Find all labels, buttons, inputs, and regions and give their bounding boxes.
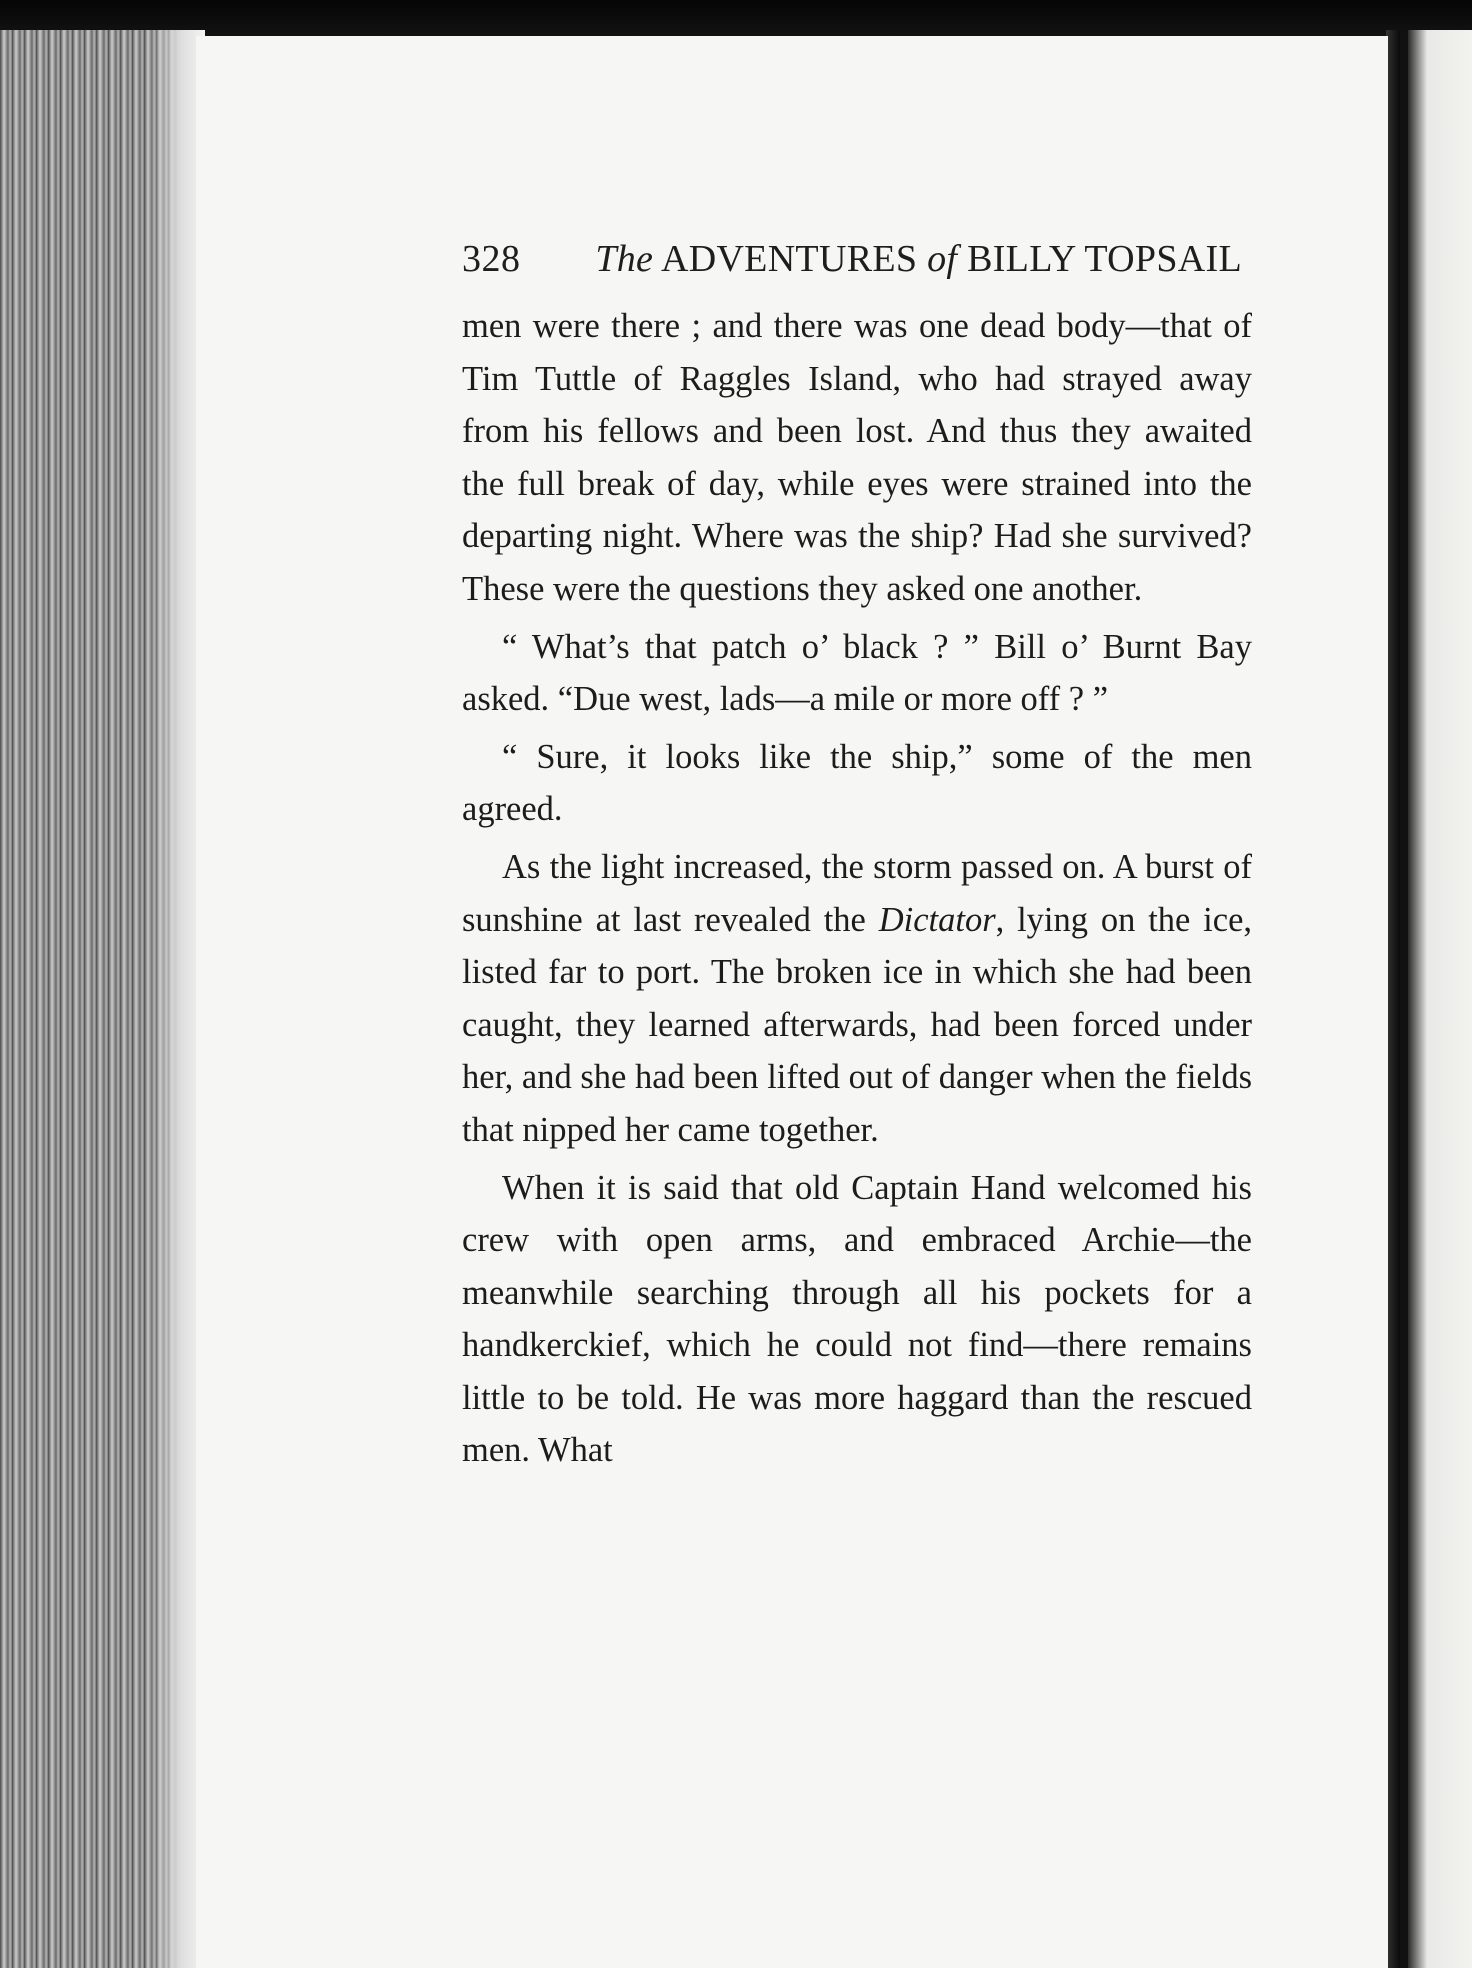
title-name: BILLY TOPSAIL bbox=[967, 238, 1242, 280]
paragraph-4 bbox=[462, 841, 1252, 1157]
paragraph-4-after: , lying on the ice, listed far to port. The broken ice in which she had been caught, they learned afterwards, had been forced under her, and she had been lifted out of danger when the fields that nipped her came together. bbox=[462, 900, 1253, 1149]
running-title bbox=[595, 230, 1242, 288]
title-adventures: ADVENTURES bbox=[660, 238, 918, 280]
facing-page-paper bbox=[1408, 30, 1472, 1968]
paragraph-5: When it is said that old Captain Hand welcomed his crew with open arms, and embraced Archie—the meanwhile searching through all his pockets for a handkerckief, which he could not find—there remains little to be told. He was more haggard than the rescued men. What bbox=[462, 1168, 1252, 1470]
body-text bbox=[462, 300, 1252, 1482]
title-the: The bbox=[595, 238, 654, 280]
paragraph-2: “ What’s that patch o’ black ? ” Bill o’ Burnt Bay asked. “Due west, lads—a mile or more off ? ” bbox=[462, 627, 1252, 719]
paragraph-3: “ Sure, it looks like the ship,” some of the men agreed. bbox=[462, 737, 1252, 829]
title-of: of bbox=[927, 238, 958, 280]
ship-name: Dictator bbox=[878, 900, 996, 939]
paragraph-4-before: As the light increased, the storm passed on. A burst of sunshine at last revealed the bbox=[462, 847, 1252, 939]
book-page-edges bbox=[0, 30, 205, 1968]
facing-page-edge bbox=[1386, 30, 1472, 1968]
running-header bbox=[462, 230, 1242, 288]
book-gutter bbox=[1386, 30, 1400, 1968]
paragraph-1: men were there ; and there was one dead body—that of Tim Tuttle of Raggles Island, who had strayed away from his fellows and been lost. And thus they awaited the full break of day, while eyes were strained into the departing night. Where was the ship? Had she survived? These were the questions they asked one another. bbox=[462, 307, 1252, 608]
page-number: 328 bbox=[462, 238, 521, 280]
